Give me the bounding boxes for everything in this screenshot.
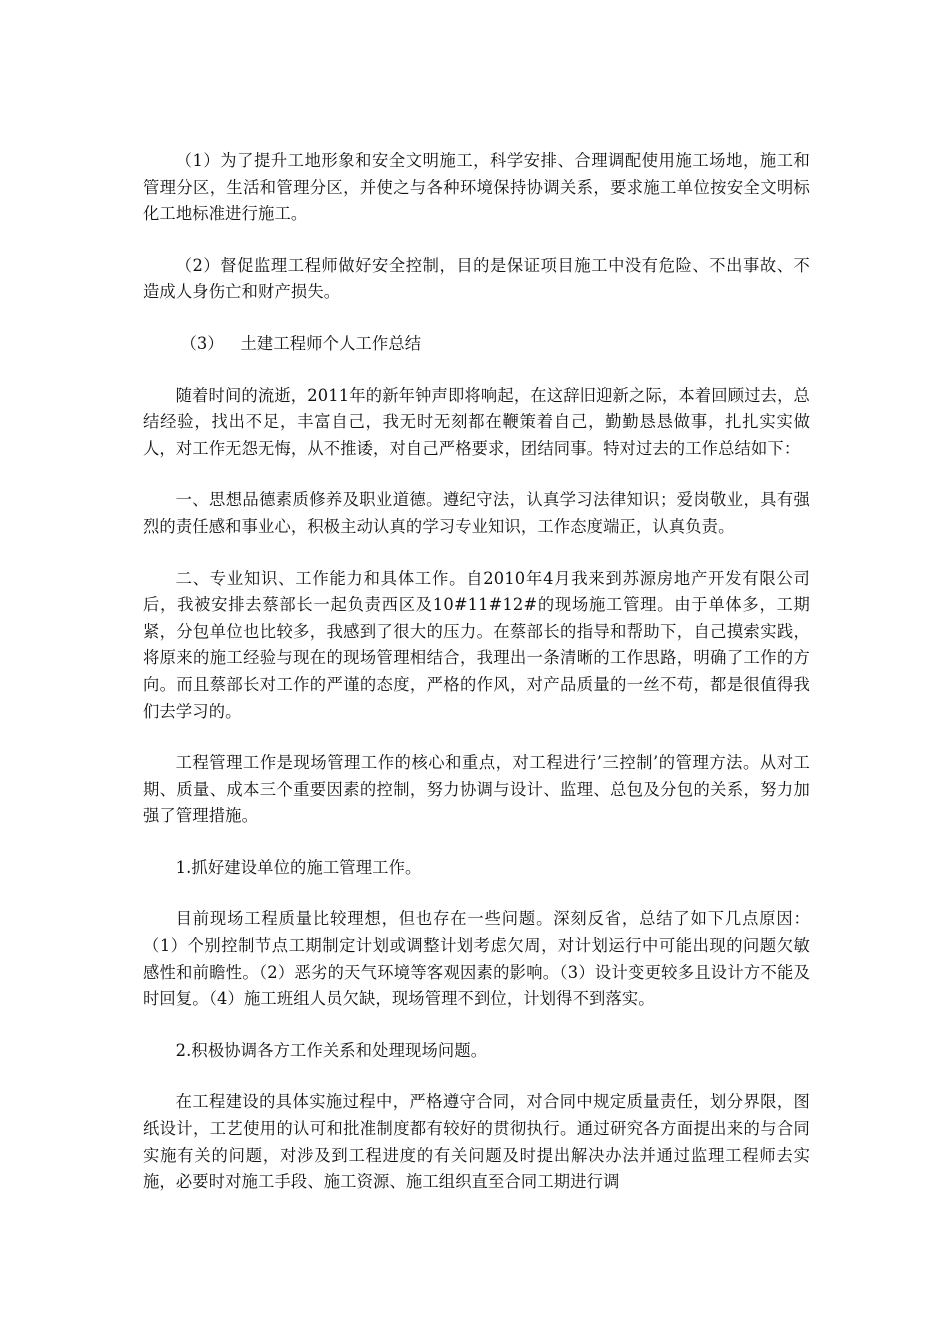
paragraph-contract: 在工程建设的具体实施过程中，严格遵守合同，对合同中规定质量责任，划分界限，图纸设计，工艺使用的认可和批准制度都有较好的贯彻执行。通过研究各方面提出来的与合同实施有关的问题，对涉及到工程进度的有关问题及时提出解决办法并通过监理工程师去实施，必要时对施工手段、施工资源、施工组织直至合同工期进行调 <box>143 1092 810 1192</box>
section-heading-3 <box>143 331 810 358</box>
paragraph-professional-work: 二、专业知识、工作能力和具体工作。自2010年4月我来到苏源房地产开发有限公司后，我被安排去蔡部长一起负责西区及10#11#12#的现场施工管理。由于单体多，工期紧，分包单位也比较多，我感到了很大的压力。在蔡部长的指导和帮助下，自己摸索实践，将原来的施工经验与现在的现场管理相结合，我理出一条清晰的工作思路，明确了工作的方向。而且蔡部长对工作的严谨的态度，严格的作风，对产品质量的一丝不苟，都是很值得我们去学习的。 <box>143 568 810 721</box>
paragraph-quality-issues: 目前现场工程质量比较理想，但也存在一些问题。深刻反省，总结了如下几点原因：（1）个别控制节点工期制定计划或调整计划考虑欠周，对计划运行中可能出现的问题欠敏感性和前瞻性。（2）恶劣的天气环境等客观因素的影响。（3）设计变更较多且设计方不能及时回复。（4）施工班组人员欠缺，现场管理不到位，计划得不到落实。 <box>143 909 810 1009</box>
paragraph-item-2: （2）督促监理工程师做好安全控制，目的是保证项目施工中没有危险、不出事故、不造成人身伤亡和财产损失。 <box>143 255 810 302</box>
paragraph-ethics: 一、思想品德素质修养及职业道德。遵纪守法，认真学习法律知识；爱岗敬业，具有强烈的责任感和事业心，积极主动认真的学习专业知识，工作态度端正，认真负责。 <box>143 490 810 536</box>
section-heading-title: 土建工程师个人工作总结 <box>240 333 422 353</box>
subheading-2: 2.积极协调各方工作关系和处理现场问题。 <box>175 1040 488 1060</box>
document-body <box>143 148 810 1221</box>
paragraph-management: 工程管理工作是现场管理工作的核心和重点，对工程进行’三控制’的管理方法。从对工期、质量、成本三个重要因素的控制，努力协调与设计、监理、总包及分包的关系，努力加强了管理措施。 <box>143 753 810 826</box>
section-heading-number: （3） <box>180 333 224 353</box>
paragraph-intro: 随着时间的流逝，2011年的新年钟声即将响起，在这辞旧迎新之际，本着回顾过去，总结经验，找出不足，丰富自己，我无时无刻都在鞭策着自己，勤勤恳恳做事，扎扎实实做人，对工作无怨无悔，从不推诿，对自己严格要求，团结同事。特对过去的工作总结如下： <box>143 385 810 458</box>
paragraph-item-1: （1）为了提升工地形象和安全文明施工，科学安排、合理调配使用施工场地，施工和管理分区，生活和管理分区，并使之与各种环境保持协调关系，要求施工单位按安全文明标化工地标准进行施工。 <box>143 151 810 224</box>
subheading-1: 1.抓好建设单位的施工管理工作。 <box>175 857 422 877</box>
